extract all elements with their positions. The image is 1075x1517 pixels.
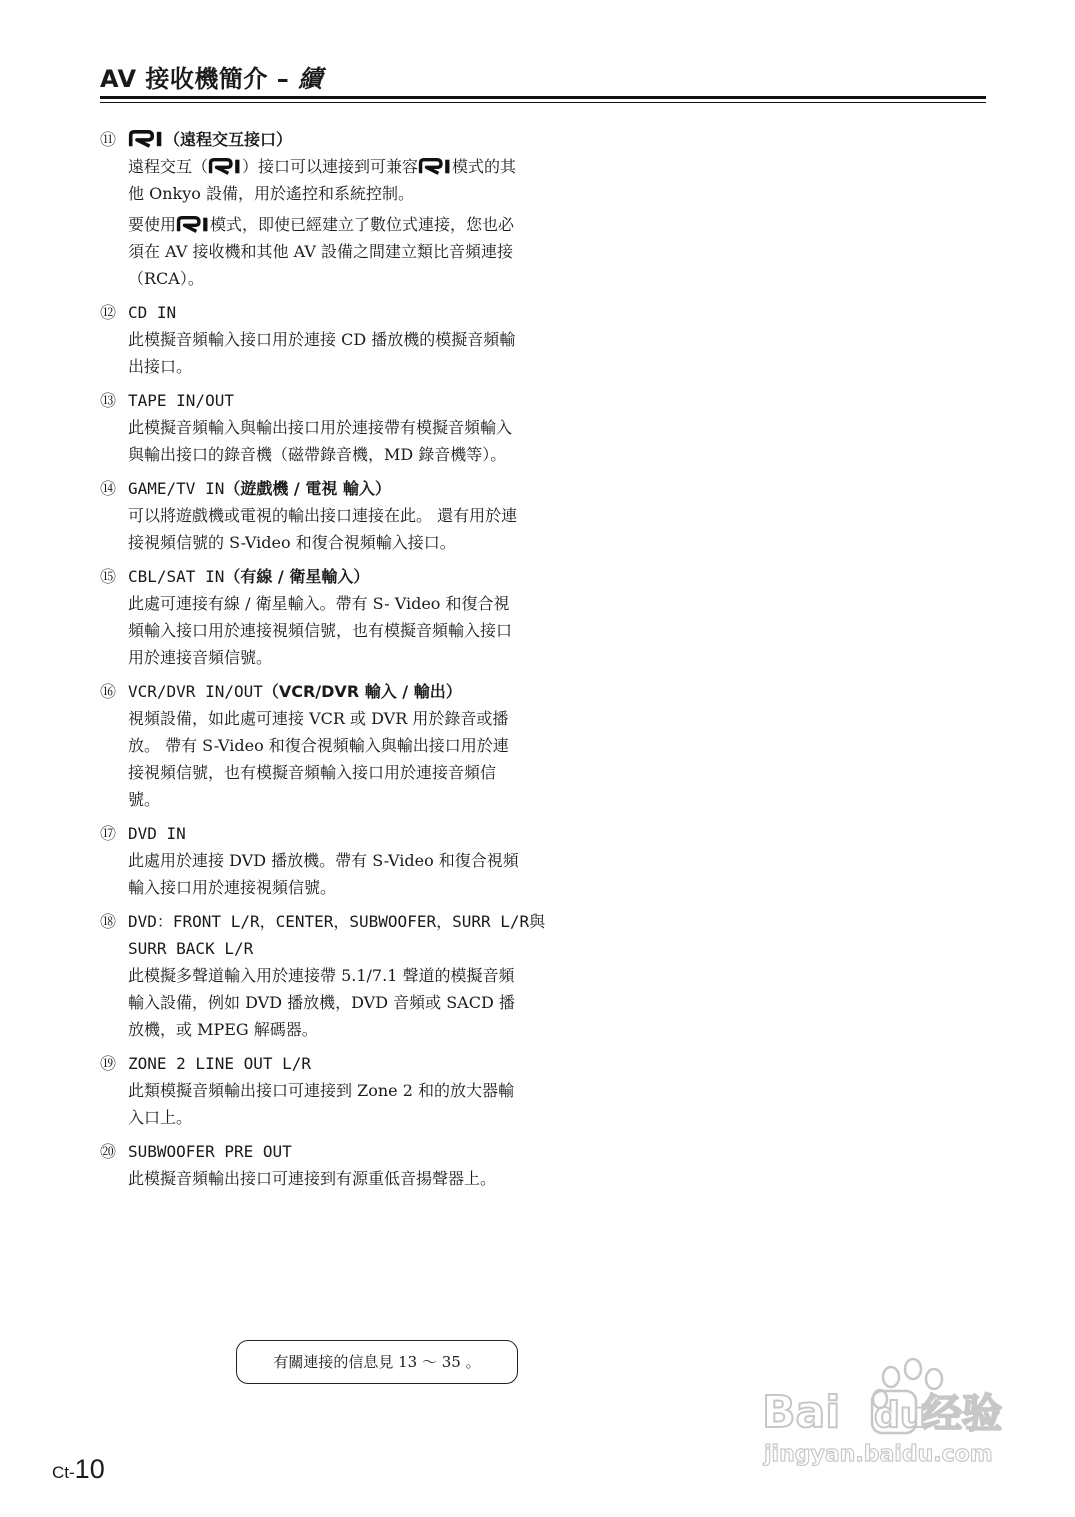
- ri-logo: [418, 157, 452, 176]
- item-number: ⑯: [100, 682, 117, 701]
- description-text: 模式，即使已經建立了數位式連接，您也必須在 AV 接收機和其他 AV 設備之間建立類比音頻連接（RCA）。: [128, 215, 515, 288]
- item-number: ⑰: [100, 824, 117, 843]
- list-item: [100, 908, 546, 1043]
- description-text: 可以將遊戲機或電視的輸出接口連接在此。 還有用於連接視頻信號的 S-Video 和復合視頻輸入接口。: [128, 506, 518, 552]
- list-item: [100, 678, 540, 813]
- item-heading-subtitle: （遊戲機 / 電視 輸入）: [224, 479, 391, 498]
- item-heading-text: SUBWOOFER PRE OUT: [128, 1142, 292, 1161]
- description-text: 視頻設備，如此處可連接 VCR 或 DVR 用於錄音或播放。 帶有 S-Video 和復合視頻輸入與輸出接口用於連接視頻信號，也有模擬音頻輸入接口用於連接音頻信號。: [128, 709, 509, 809]
- ri-logo-icon: [208, 158, 242, 175]
- description-text: 此模擬音頻輸入接口用於連接 CD 播放機的模擬音頻輸出接口。: [128, 330, 516, 376]
- item-description: [100, 590, 520, 671]
- item-heading-subtitle: （有線 / 衛星輸入）: [224, 567, 370, 586]
- ri-logo: [208, 157, 242, 176]
- page-number-value: 10: [74, 1454, 105, 1484]
- item-heading: [100, 678, 540, 705]
- list-item: [100, 820, 540, 901]
- item-description: [100, 502, 520, 556]
- note-box: [236, 1340, 518, 1384]
- page-title: [100, 62, 986, 96]
- description-text: 此類模擬音頻輸出接口可連接到 Zone 2 和的放大器輸入口上。: [128, 1081, 514, 1127]
- page-title-suffix: 續: [298, 65, 323, 93]
- ri-logo: [176, 215, 210, 234]
- item-heading-text: DVD IN: [128, 824, 186, 843]
- item-heading-text: CD IN: [128, 303, 177, 322]
- header-rule-thin: [100, 102, 986, 103]
- item-heading-text: TAPE IN/OUT: [128, 391, 234, 410]
- list-item: [100, 126, 540, 292]
- watermark-jingyan: 经验: [922, 1391, 1002, 1437]
- item-description: [100, 211, 520, 292]
- item-heading: [100, 908, 546, 935]
- item-heading-text: ZONE 2 LINE OUT L/R: [128, 1054, 312, 1073]
- description-text: 此處用於連接 DVD 播放機。帶有 S-Video 和復合視頻輸入接口用於連接視頻信號。: [128, 851, 519, 897]
- item-number: ⑲: [100, 1054, 117, 1073]
- item-description: [100, 1165, 520, 1192]
- description-text: 此模擬音頻輸出接口可連接到有源重低音揚聲器上。: [128, 1169, 497, 1188]
- item-number: ⑪: [100, 130, 117, 149]
- item-description: [100, 1077, 520, 1131]
- header-rule-thick: [100, 96, 986, 99]
- description-text: ）接口可以連接到可兼容: [242, 157, 419, 176]
- page-header: [100, 62, 986, 96]
- watermark-bai: Bai: [762, 1387, 841, 1438]
- item-number: ⑮: [100, 567, 117, 586]
- list-item: [100, 299, 540, 380]
- item-description: [100, 326, 520, 380]
- item-description: [100, 414, 520, 468]
- item-list: [100, 126, 546, 1199]
- item-number: ⑳: [100, 1142, 117, 1161]
- item-heading: [100, 563, 540, 590]
- list-item: [100, 1138, 540, 1192]
- note-text: 有關連接的信息見 13 ～ 35 。: [273, 1353, 481, 1371]
- description-text: 此模擬多聲道輸入用於連接帶 5.1/7.1 聲道的模擬音頻輸入設備，例如 DVD 播放機，DVD 音頻或 SACD 播放機，或 MPEG 解碼器。: [128, 966, 515, 1039]
- page-number: [52, 1454, 105, 1485]
- item-heading: [100, 299, 540, 326]
- item-heading: [100, 126, 540, 153]
- ri-logo-icon: [418, 158, 452, 175]
- item-description: [100, 962, 520, 1043]
- list-item: [100, 387, 540, 468]
- description-text: 此處可連接有線 / 衛星輸入。帶有 S- Video 和復合視頻輸入接口用於連接視頻信號，也有模擬音頻輸入接口用於連接音頻信號。: [128, 594, 513, 667]
- item-heading-text: VCR/DVR IN/OUT: [128, 682, 263, 701]
- item-heading: [100, 1050, 540, 1077]
- watermark-du: du: [874, 1395, 926, 1436]
- list-item: [100, 475, 540, 556]
- item-heading-text: （遠程交互接口）: [164, 130, 293, 149]
- description-text: 模式的其他 Onkyo 設備，用於遙控和系統控制。: [128, 157, 517, 203]
- watermark-url: jingyan.baidu.com: [764, 1442, 993, 1467]
- ri-logo-icon: [176, 216, 210, 233]
- item-heading: [100, 1138, 540, 1165]
- list-item: [100, 563, 540, 671]
- description-text: 遠程交互（: [128, 157, 209, 176]
- item-heading-line2: SURR BACK L/R: [128, 939, 254, 958]
- description-text: 此模擬音頻輸入與輸出接口用於連接帶有模擬音頻輸入與輸出接口的錄音機（磁帶錄音機，MD 錄音機等）。: [128, 418, 513, 464]
- description-text: 要使用: [128, 215, 177, 234]
- item-heading-subtitle: （VCR/DVR 輸入 / 輸出）: [262, 682, 462, 701]
- baidu-watermark: [760, 1355, 1012, 1475]
- item-heading: [100, 820, 540, 847]
- item-description: [100, 153, 520, 207]
- page-title-text: AV 接收機簡介 –: [100, 65, 299, 93]
- item-number: ⑱: [100, 912, 117, 931]
- item-description: [100, 847, 520, 901]
- item-heading-text: DVD：FRONT L/R，CENTER，SUBWOOFER，SURR L/R與: [128, 912, 546, 931]
- item-heading-text: GAME/TV IN: [128, 479, 225, 498]
- item-description: [100, 705, 520, 813]
- item-number: ⑫: [100, 303, 117, 322]
- item-heading: [100, 475, 540, 502]
- item-heading-text: CBL/SAT IN: [128, 567, 225, 586]
- item-number: ⑬: [100, 391, 117, 410]
- item-number: ⑭: [100, 479, 117, 498]
- ri-logo-icon: [128, 130, 164, 148]
- list-item: [100, 1050, 540, 1131]
- item-heading: [100, 387, 540, 414]
- page-number-prefix: Ct-: [52, 1463, 75, 1482]
